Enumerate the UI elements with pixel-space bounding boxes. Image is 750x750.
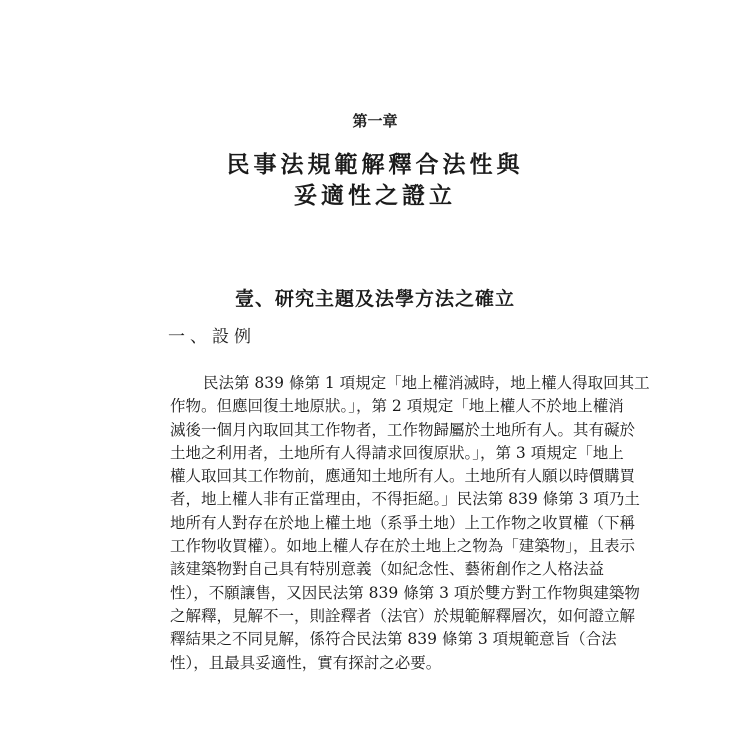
section-heading: 壹、研究主題及法學方法之確立: [234, 288, 515, 310]
paragraph-line: 民法第 839 條第 1 項規定「地上權消滅時，地上權人得取回其工: [203, 374, 650, 392]
paragraph-line: 之解釋，見解不一，則詮釋者（法官）於規範解釋層次，如何證立解: [170, 606, 636, 625]
paragraph-line: 工作物收買權）。如地上權人存在於土地上之物為「建築物」，且表示: [170, 537, 636, 556]
chapter-title-line-1: 民事法規範解釋合法性與: [226, 151, 524, 178]
paragraph-line: 土地之利用者，土地所有人得請求回復原狀。」，第 3 項規定「地上: [170, 443, 624, 462]
chapter-label: 第一章: [352, 112, 398, 130]
paragraph-line: 該建築物對自己具有特別意義（如紀念性、藝術創作之人格法益: [170, 560, 605, 579]
paragraph-line: 釋結果之不同見解，係符合民法第 839 條第 3 項規範意旨（合法: [170, 630, 617, 649]
subheading: 一、設例: [168, 327, 256, 347]
paragraph-line: 權人取回其工作物前，應通知土地所有人。土地所有人願以時價購買: [170, 467, 636, 486]
chapter-title-line-2: 妥適性之證立: [294, 182, 456, 209]
paragraph-line: 滅後一個月內取回其工作物者，工作物歸屬於土地所有人。其有礙於: [170, 420, 636, 439]
paragraph-line: 作物。但應回復土地原狀。」，第 2 項規定「地上權人不於地上權消: [170, 397, 624, 416]
body-paragraph: [170, 372, 650, 675]
paragraph-line: 地所有人對存在於地上權土地（系爭土地）上工作物之收買權（下稱: [170, 513, 636, 532]
paragraph-line: 性），且最具妥適性，實有探討之必要。: [170, 653, 442, 672]
paragraph-line: 性），不願讓售，又因民法第 839 條第 3 項於雙方對工作物與建築物: [170, 583, 640, 602]
paragraph-line: 者，地上權人非有正當理由，不得拒絕。」民法第 839 條第 3 項乃土: [170, 490, 640, 509]
